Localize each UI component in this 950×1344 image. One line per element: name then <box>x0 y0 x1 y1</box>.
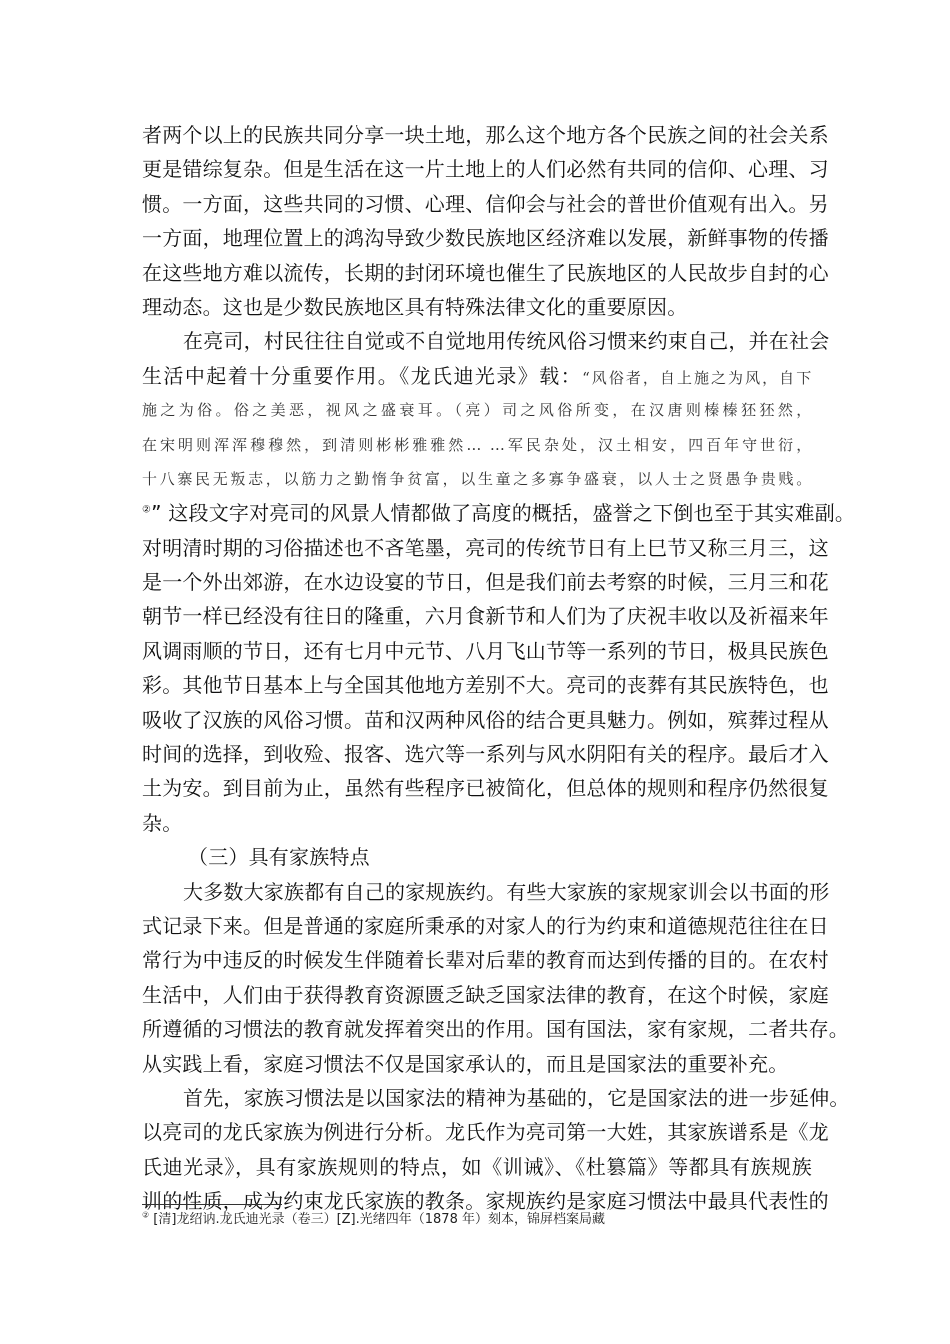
text-line: 首先，家族习惯法是以国家法的精神为基础的，它是国家法的进一步延伸。 <box>183 1085 850 1110</box>
footnote-marker: ② <box>142 1210 150 1220</box>
footnote-divider <box>142 1204 282 1205</box>
text-line: 从实践上看，家庭习惯法不仅是国家承认的，而且是国家法的重要补充。 <box>142 1051 789 1076</box>
quote-segment: “风俗者，自上施之为风，自下 <box>582 368 812 387</box>
text-line: 杂。 <box>142 810 183 835</box>
text-line <box>142 496 856 530</box>
text-segment: 生活中起着十分重要作用。《龙氏迪光录》载： <box>142 363 583 388</box>
text-line: 以亮司的龙氏家族为例进行分析。龙氏作为亮司第一大姓，其家族谱系是《龙 <box>142 1120 829 1145</box>
footnote-text: [清]龙绍讷.龙氏迪光录（卷三）[Z].光绪四年（1878 年）刻本，锦屏档案局藏 <box>149 1212 605 1227</box>
text-line: 吸收了汉族的风俗习惯。苗和汉两种风俗的结合更具魅力。例如，殡葬过程从 <box>142 707 829 732</box>
text-line: 常行为中违反的时候发生伴随着长辈对后辈的教育而达到传播的目的。在农村 <box>142 948 829 973</box>
footnote <box>142 1210 605 1230</box>
section-heading: （三）具有家族特点 <box>188 845 370 870</box>
quote-line: 十八寨民无叛志，以筋力之勤惰争贫富，以生童之多寡争盛衰，以人士之贤愚争贵贱。 <box>142 469 812 488</box>
text-line: 土为安。到目前为止，虽然有些程序已被简化，但总体的规则和程序仍然很复 <box>142 776 829 801</box>
text-line: 一方面，地理位置上的鸿沟导致少数民族地区经济难以发展，新鲜事物的传播 <box>142 226 829 251</box>
text-line: 朝节一样已经没有往日的隆重，六月食新节和人们为了庆祝丰收以及祈福来年 <box>142 604 829 629</box>
text-line: 更是错综复杂。但是生活在这一片土地上的人们必然有共同的信仰、心理、习 <box>142 157 829 182</box>
paragraph-3 <box>142 875 849 1081</box>
text-line: 彩。其他节日基本上与全国其他地方差别不大。亮司的丧葬有其民族特色，也 <box>142 673 829 698</box>
text-line: 者两个以上的民族共同分享一块土地，那么这个地方各个民族之间的社会关系 <box>142 123 829 147</box>
text-line: 大多数大家族都有自己的家规族约。有些大家族的家规家训会以书面的形 <box>183 879 830 904</box>
document-body <box>142 118 856 1219</box>
paragraph-2 <box>142 324 856 840</box>
text-line: 风调雨顺的节日，还有七月中元节、八月飞山节等一系列的节日，极具民族色 <box>142 638 829 663</box>
text-line: 惯。一方面，这些共同的习惯、心理、信仰会与社会的普世价值观有出入。另 <box>142 191 829 216</box>
text-line: 氏迪光录》，具有家族规则的特点，如《训诫》、《杜篡篇》等都具有族规族 <box>142 1154 812 1179</box>
quote-line: 施之为俗。俗之美恶，视风之盛衰耳。（亮）司之风俗所变，在汉唐则榛榛狉狉然， <box>142 401 812 420</box>
text-line: 在这些地方难以流传，长期的封闭环境也催生了民族地区的人民故步自封的心 <box>142 260 829 285</box>
paragraph-1 <box>142 118 829 324</box>
text-line: 训的性质，成为约束龙氏家族的教条。家规族约是家庭习惯法中最具代表性的 <box>142 1189 829 1214</box>
text-line: 是一个外出郊游，在水边设宴的节日，但是我们前去考察的时候，三月三和花 <box>142 570 829 595</box>
paragraph-4 <box>142 1081 850 1219</box>
text-line: 对明清时期的习俗描述也不吝笔墨，亮司的传统节日有上巳节又称三月三，这 <box>142 535 829 560</box>
quote-line: 在宋明则浑浑穆穆然，到清则彬彬雅雅然… …军民杂处，汉土相安，四百年守世衍， <box>142 435 812 454</box>
text-line: 所遵循的习惯法的教育就发挥着突出的作用。国有国法，家有家规，二者共存。 <box>142 1017 849 1042</box>
text-line <box>142 359 812 393</box>
text-line: 在亮司，村民往往自觉或不自觉地用传统风俗习惯来约束自己，并在社会 <box>183 329 830 354</box>
text-line: 式记录下来。但是普通的家庭所秉承的对家人的行为约束和道德规范往往在日 <box>142 913 829 938</box>
text-line: 理动态。这也是少数民族地区具有特殊法律文化的重要原因。 <box>142 294 688 319</box>
text-line: 时间的选择，到收殓、报客、选穴等一系列与风水阴阳有关的程序。最后才入 <box>142 742 829 767</box>
footnote-reference[interactable]: ② <box>142 504 152 516</box>
text-line: 生活中，人们由于获得教育资源匮乏缺乏国家法律的教育，在这个时候，家庭 <box>142 982 829 1007</box>
text-segment: ” 这段文字对亮司的风景人情都做了高度的概括，盛誉之下倒也至于其实难副。 <box>151 501 856 526</box>
